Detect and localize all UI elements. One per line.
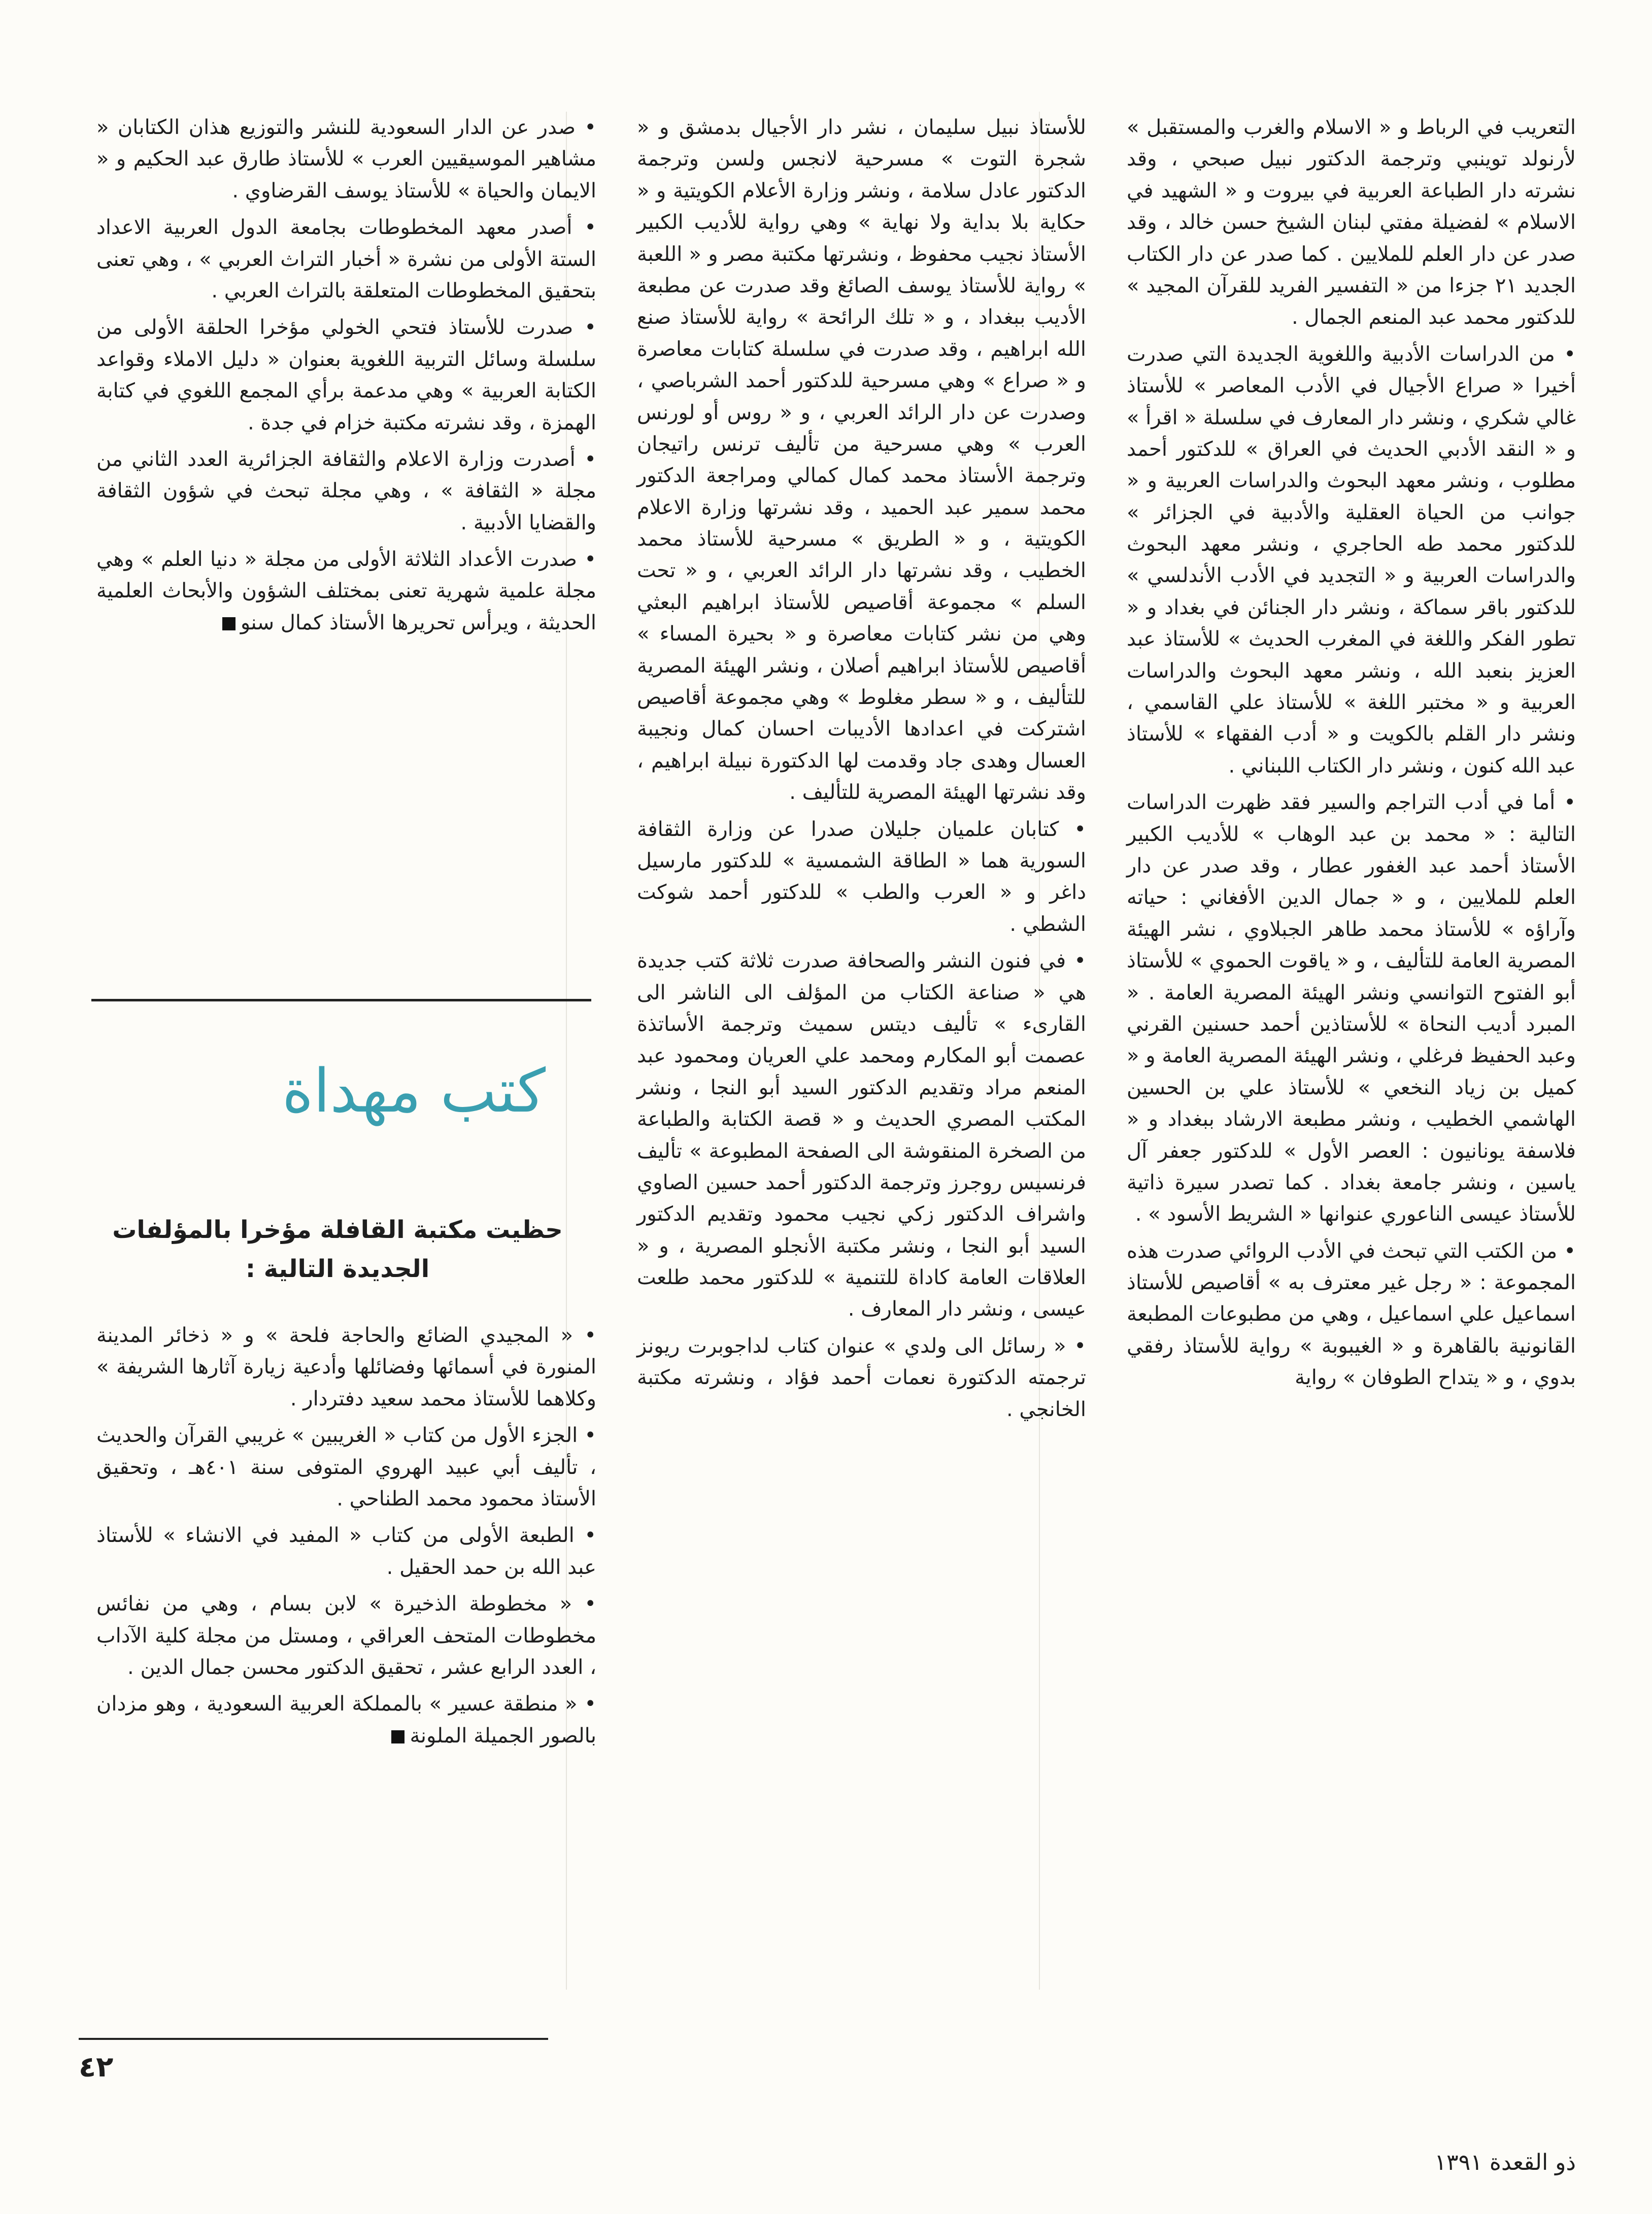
paragraph-text: • صدرت الأعداد الثلاثة الأولى من مجلة « دنيا العلم » وهي مجلة علمية شهرية تعنى بمختلف الشؤون والأبحاث العلمية الحديثة ، ويرأس تحريرها الأستاذ كمال سنو bbox=[96, 548, 596, 634]
paragraph: • أما في أدب التراجم والسير فقد ظهرت الدراسات التالية : « محمد بن عبد الوهاب » للأديب الكبير الأستاذ أحمد عبد الغفور عطار ، وقد صدر عن دار العلم للملايين ، و « جمال الدين الأفغاني : حياته وآراؤه » للأستاذ محمد طاهر الجبلاوي ، نشر الهيئة المصرية العامة للتأليف ، و « ياقوت الحموي » للأستاذ أبو الفتوح التوانسي ونشر الهيئة المصرية العامة . « المبرد أديب النحاة » للأستاذين أحمد حسنين القرني وعبد الحفيظ فرغلي ، ونشر الهيئة المصرية العامة و « كميل بن زياد النخعي » للأستاذ علي بن الحسين الهاشمي الخطيب ، ونشر مطبعة الارشاد ببغداد و « فلاسفة يونانيون : العصر الأول » للدكتور جعفر آل ياسين ، ونشر جامعة بغداد . كما تصدر سيرة ذاتية للأستاذ عيسى الناعوري عنوانها « الشريط الأسود » . bbox=[1127, 791, 1576, 1226]
paragraph: • صدرت للأستاذ فتحي الخولي مؤخرا الحلقة الأولى من سلسلة وسائل التربية اللغوية بعنوان « دليل الاملاء وقواعد الكتابة العربية » وهي مدعمة برأي المجمع اللغوي في كتابة الهمزة ، وقد نشرته مكتبة خزام في جدة . bbox=[96, 316, 596, 434]
paragraph: • من الدراسات الأدبية واللغوية الجديدة التي صدرت أخيرا « صراع الأجيال في الأدب المعاصر » للأستاذ غالي شكري ، ونشر دار المعارف في سلسلة « اقرأ » و « النقد الأدبي الحديث في العراق » للدكتور أحمد مطلوب ، ونشر معهد البحوث والدراسات العربية و « جوانب من الحياة العقلية والأدبية في الجزائر » للدكتور محمد طه الحاجري ، ونشر معهد البحوث والدراسات العربية و « التجديد في الأدب الأندلسي » للدكتور باقر سماكة ، ونشر دار الجنائن في بغداد و « تطور الفكر واللغة في المغرب الحديث » للأستاذ عبد العزيز بنعبد الله ، ونشر معهد البحوث والدراسات العربية و « مختبر اللغة » للأستاذ علي القاسمي ، ونشر دار القلم بالكويت و « أدب الفقهاء » للأستاذ عبد الله كنون ، ونشر دار الكتاب اللبناني . bbox=[1127, 342, 1576, 778]
paragraph: • كتابان علميان جليلان صدرا عن وزارة الثقافة السورية هما « الطاقة الشمسية » للدكتور مارسيل داغر و « العرب والطب » للدكتور أحمد شوكت الشطي . bbox=[637, 817, 1086, 936]
section-divider bbox=[91, 999, 591, 1001]
left-column-top bbox=[96, 112, 596, 644]
paragraph: التعريب في الرباط و « الاسلام والغرب والمستقبل » لأرنولد توينبي وترجمة الدكتور نبيل صبحي ، وقد نشرته دار الطباعة العربية في بيروت و « الشهيد في الاسلام » لفضيلة مفتي لبنان الشيخ حسن خالد ، وقد صدر عن دار العلم للملايين . كما صدر عن دار الكتاب الجديد ٢١ جزءا من « التفسير الفريد للقرآن المجيد » للدكتور محمد عبد المنعم الجمال . bbox=[1127, 116, 1576, 329]
issue-date: ذو القعدة ١٣٩١ bbox=[1434, 2150, 1576, 2175]
paragraph: • « رسائل الى ولدي » عنوان كتاب لداجوبرت ريونز ترجمته الدكتورة نعمات أحمد فؤاد ، ونشرته مكتبة الخانجي . bbox=[637, 1334, 1086, 1421]
paragraph: • من الكتب التي تبحث في الأدب الروائي صدرت هذه المجموعة : « رجل غير معترف به » أقاصيص للأستاذ اسماعيل علي اسماعيل ، وهي من مطبوعات المطبعة القانونية بالقاهرة و « الغيبوبة » رواية للأستاذ رفقي بدوي ، و « يتداح الطوفان » رواية bbox=[1127, 1239, 1576, 1390]
paragraph: • أصدر معهد المخطوطات بجامعة الدول العربية الاعداد الستة الأولى من نشرة « أخبار التراث العربي » ، وهي تعنى بتحقيق المخطوطات المتعلقة بالتراث العربي . bbox=[96, 216, 596, 303]
section-title: كتب مهداة bbox=[282, 1056, 546, 1126]
paragraph bbox=[96, 1688, 596, 1752]
paragraph: • أصدرت وزارة الاعلام والثقافة الجزائرية العدد الثاني من مجلة « الثقافة » ، وهي مجلة تبحث في شؤون الثقافة والقضايا الأدبية . bbox=[96, 447, 596, 534]
right-column bbox=[1127, 112, 1576, 1399]
paragraph: • في فنون النشر والصحافة صدرت ثلاثة كتب جديدة هي « صناعة الكتاب من المؤلف الى الناشر الى القارىء » تأليف ديتس سميث وترجمة الأساتذة عصمت أبو المكارم ومحمد علي العريان ومحمود عبد المنعم مراد وتقديم الدكتور السيد أبو النجا ، ونشر المكتب المصري الحديث و « قصة الكتابة والطباعة من الصخرة المنقوشة الى الصفحة المطبوعة » تأليف فرنسيس روجرز وترجمة الدكتور أحمد حسين الصاوي واشراف الدكتور زكي نجيب محمود وتقديم الدكتور السيد أبو النجا ، ونشر مكتبة الأنجلو المصرية ، و « العلاقات العامة كاداة للتنمية » للدكتور محمد طلعت عيسى ، ونشر دار المعارف . bbox=[637, 949, 1086, 1321]
paragraph: • « مخطوطة الذخيرة » لابن بسام ، وهي من نفائس مخطوطات المتحف العراقي ، ومستل من مجلة كلية الآداب ، العدد الرابع عشر ، تحقيق الدكتور محسن جمال الدين . bbox=[96, 1592, 596, 1679]
paragraph-text: • « منطقة عسير » بالمملكة العربية السعودية ، وهو مزدان بالصور الجميلة الملونة bbox=[96, 1692, 596, 1748]
middle-column bbox=[637, 112, 1086, 1430]
left-column-bottom bbox=[96, 1320, 596, 1757]
footer-rule bbox=[79, 2038, 548, 2040]
paragraph: • الجزء الأول من كتاب « الغريبين » غريبي القرآن والحديث ، تأليف أبي عبيد الهروي المتوفى سنة ٤٠١هـ ، وتحقيق الأستاذ محمود محمد الطناحي . bbox=[96, 1424, 596, 1511]
page-number: ٤٢ bbox=[79, 2051, 114, 2084]
section-heading: حظيت مكتبة القافلة مؤخرا بالمؤلفات الجديدة التالية : bbox=[112, 1216, 563, 1283]
paragraph bbox=[96, 544, 596, 639]
end-mark-icon bbox=[391, 1730, 404, 1743]
paragraph: • « المجيدي الضائع والحاجة فلحة » و « ذخائر المدينة المنورة في أسمائها وفضائلها وأدعية زيارة آثارها الشريفة » وكلاهما للأستاذ محمد سعيد دفتردار . bbox=[96, 1324, 596, 1411]
paragraph: • الطبعة الأولى من كتاب « المفيد في الانشاء » للأستاذ عبد الله بن حمد الحقيل . bbox=[96, 1524, 596, 1579]
paragraph: للأستاذ نبيل سليمان ، نشر دار الأجيال بدمشق و « شجرة التوت » مسرحية لانجس ولسن وترجمة الدكتور عادل سلامة ، ونشر وزارة الأعلام الكويتية و « حكاية بلا بداية ولا نهاية » وهي رواية للأديب الكبير الأستاذ نجيب محفوظ ، ونشرتها مكتبة مصر و « اللعبة » رواية للأستاذ يوسف الصائغ وقد صدرت عن مطبعة الأديب ببغداد ، و « تلك الرائحة » رواية للأستاذ صنع الله ابراهيم ، وقد صدرت في سلسلة كتابات معاصرة و « صراع » وهي مسرحية للدكتور أحمد الشرباصي ، وصدرت عن دار الرائد العربي ، و « روس أو لورنس العرب » وهي مسرحية من تأليف ترنس راتيجان وترجمة الأستاذ محمد كمال كمالي ومراجعة الدكتور محمد سمير عبد الحميد ، وقد نشرتها وزارة الاعلام الكويتية ، و « الطريق » مسرحية للأستاذ محمد الخطيب ، وقد نشرتها دار الرائد العربي ، و « تحت السلم » مجموعة أقاصيص للأستاذ ابراهيم البعثي وهي من نشر كتابات معاصرة و « بحيرة المساء » أقاصيص للأستاذ ابراهيم أصلان ، ونشر الهيئة المصرية للتأليف ، و « سطر مغلوط » وهي مجموعة أقاصيص اشتركت في اعدادها الأديبات احسان كمال ونجيبة العسال وهدى جاد وقدمت لها الدكتورة نبيلة ابراهيم ، وقد نشرتها الهيئة المصرية للتأليف . bbox=[637, 116, 1086, 804]
end-mark-icon bbox=[222, 617, 235, 630]
paragraph: • صدر عن الدار السعودية للنشر والتوزيع هذان الكتابان « مشاهير الموسيقيين العرب » للأستاذ طارق عبد الحكيم و « الايمان والحياة » للأستاذ يوسف القرضاوي . bbox=[96, 116, 596, 203]
